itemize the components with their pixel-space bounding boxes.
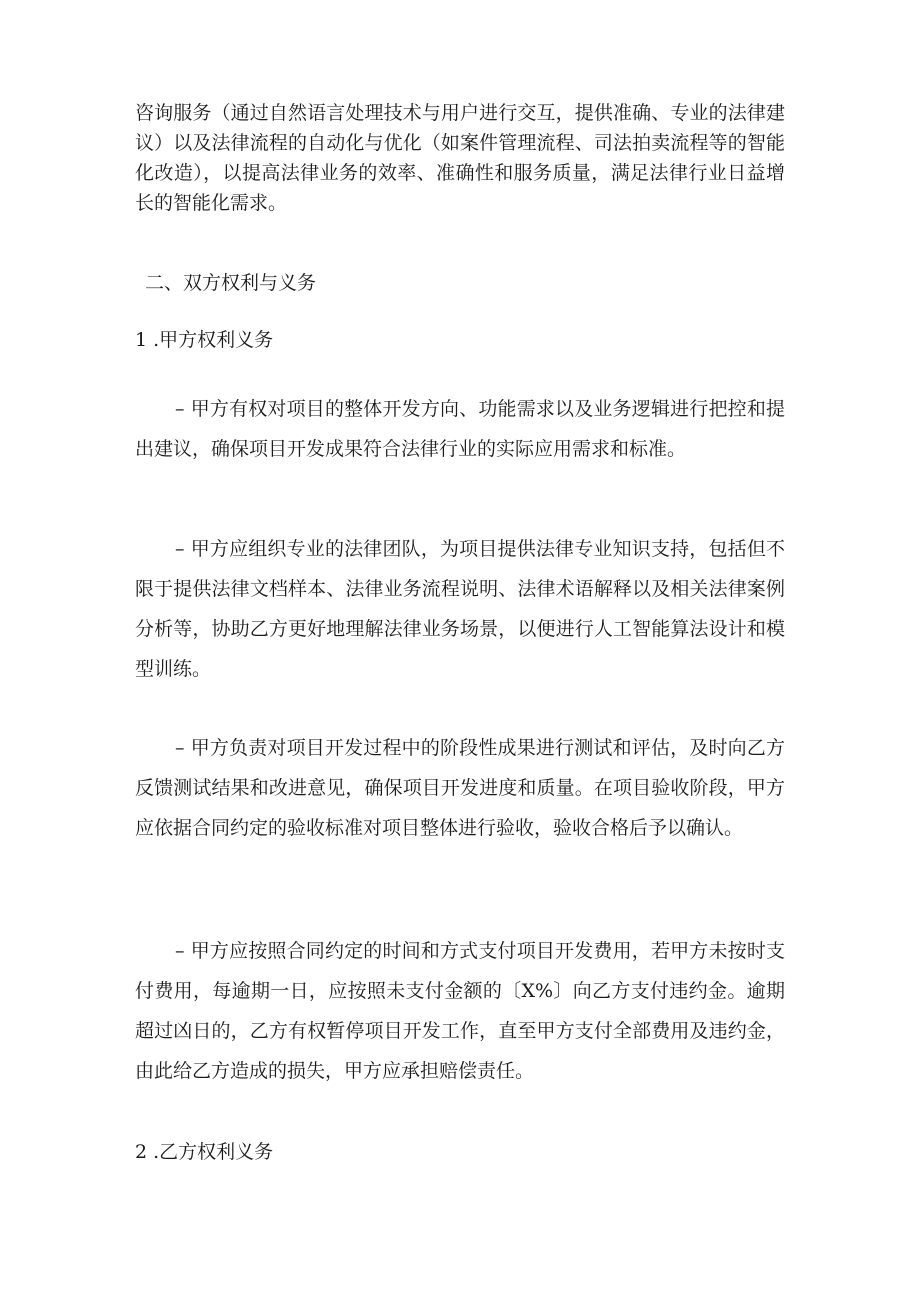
party-a-heading: 1 .甲方权利义务 (135, 329, 274, 351)
party-a-item: – 甲方负责对项目开发过程中的阶段性成果进行测试和评估，及时向乙方反馈测试结果和改进意见，确保项目开发进度和质量。在项目验收阶段，甲方应依据合同约定的验收标准对项目整体进行验收，验收合格后予以确认。 (135, 737, 785, 839)
party-a-item: – 甲方有权对项目的整体开发方向、功能需求以及业务逻辑进行把控和提出建议，确保项目开发成果符合法律行业的实际应用需求和标准。 (135, 398, 785, 460)
intro-paragraph: 咨询服务（通过自然语言处理技术与用户进行交互，提供准确、专业的法律建议）以及法律流程的自动化与优化（如案件管理流程、司法拍卖流程等的智能化改造），以提高法律业务的效率、准确性和服务质量，满足法律行业日益增长的智能化需求。 (135, 102, 785, 214)
party-a-item: – 甲方应组织专业的法律团队，为项目提供法律专业知识支持，包括但不限于提供法律文档样本、法律业务流程说明、法律术语解释以及相关法律案例分析等，协助乙方更好地理解法律业务场景，以便进行人工智能算法设计和模型训练。 (135, 538, 785, 680)
party-a-item: – 甲方应按照合同约定的时间和方式支付项目开发费用，若甲方未按时支付费用，每逾期一日，应按照未支付金额的〔X%〕向乙方支付违约金。逾期超过凶日的，乙方有权暂停项目开发工作，直至甲方支付全部费用及违约金，由此给乙方造成的损失，甲方应承担赔偿责任。 (135, 940, 785, 1082)
party-b-heading: 2 .乙方权利义务 (135, 1141, 274, 1163)
section-heading: 二、双方权利与义务 (145, 272, 317, 294)
